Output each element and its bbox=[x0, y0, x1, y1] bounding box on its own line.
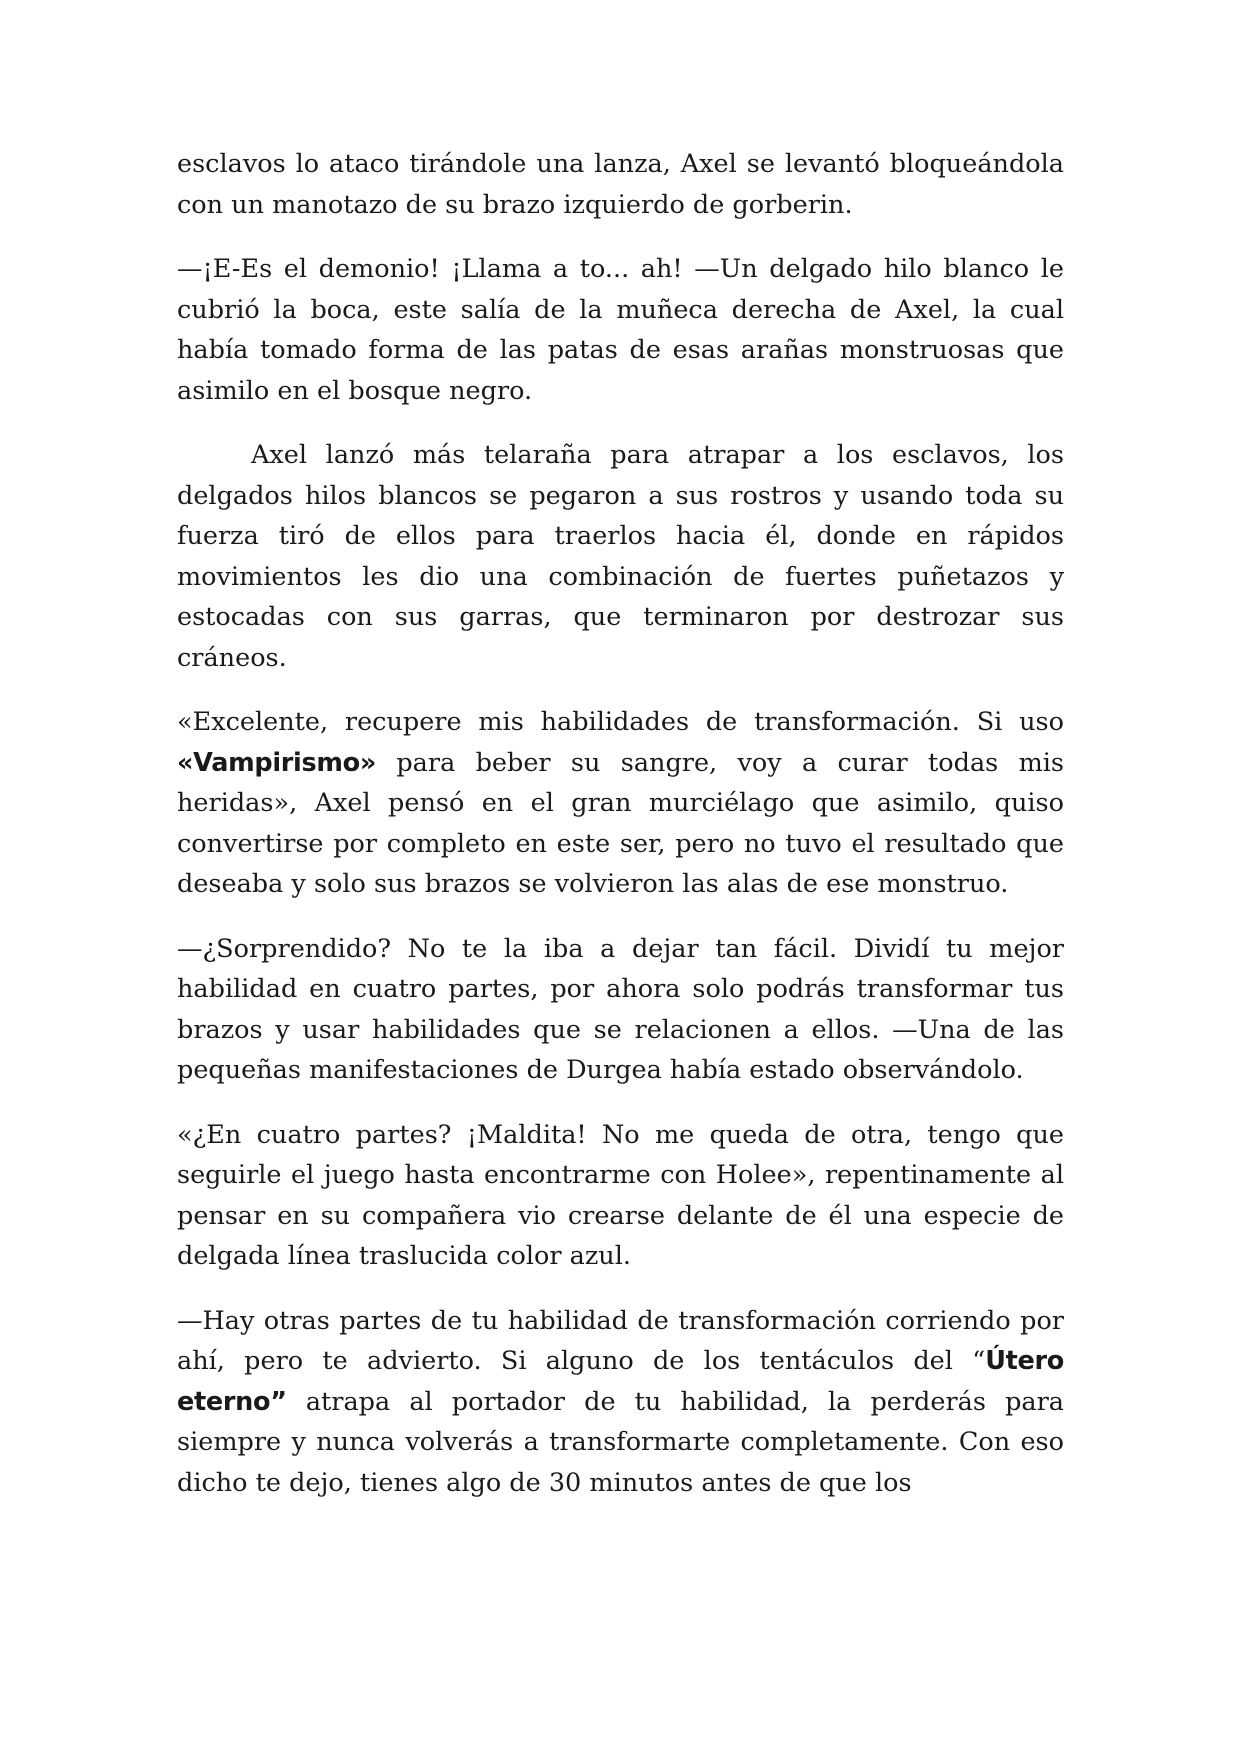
paragraph-1 bbox=[177, 144, 1064, 225]
paragraph-text: —¡E-Es el demonio! ¡Llama a to... ah! —Un delgado hilo blanco le cubrió la boca, este salía de la muñeca derecha de Axel, la cual había tomado forma de las patas de esas arañas monstruosas que asimilo en el bosque negro. bbox=[177, 254, 1064, 406]
paragraph-text: esclavos lo ataco tirándole una lanza, Axel se levantó bloqueándola con un manotazo de su brazo izquierdo de gorberin. bbox=[177, 149, 1064, 220]
paragraph-text: —Hay otras partes de tu habilidad de transformación corriendo por ahí, pero te advierto. Si alguno de los tentáculos del “ bbox=[177, 1305, 1064, 1376]
paragraph-6 bbox=[177, 1115, 1064, 1277]
paragraph-2 bbox=[177, 249, 1064, 411]
paragraph-5 bbox=[177, 929, 1064, 1091]
paragraph-text: —¿Sorprendido? No te la iba a dejar tan fácil. Dividí tu mejor habilidad en cuatro partes, por ahora solo podrás transformar tus brazos y usar habilidades que se relacionen a ellos. —Una de las pequeñas manifestaciones de Durgea había estado observándolo. bbox=[177, 933, 1064, 1085]
paragraph-text: para beber su sangre, voy a curar todas mis heridas», Axel pensó en el gran murciélago que asimilo, quiso convertirse por completo en este ser, pero no tuvo el resultado que deseaba y solo sus brazos se volvieron las alas de ese monstruo. bbox=[177, 747, 1064, 899]
paragraph-3 bbox=[177, 435, 1064, 678]
paragraph-text: «¿En cuatro partes? ¡Maldita! No me queda de otra, tengo que seguirle el juego hasta encontrarme con Holee», repentinamente al pensar en su compañera vio crearse delante de él una especie de delgada línea traslucida color azul. bbox=[177, 1119, 1064, 1271]
document-body bbox=[177, 144, 1064, 1527]
entity-name-utero-eterno: Útero eterno” bbox=[177, 1346, 1064, 1417]
paragraph-text: Axel lanzó más telaraña para atrapar a los esclavos, los delgados hilos blancos se pegaron a sus rostros y usando toda su fuerza tiró de ellos para traerlos hacia él, donde en rápidos movimientos les dio una combinación de fuertes puñetazos y estocadas con sus garras, que terminaron por destrozar sus cráneos. bbox=[177, 440, 1064, 673]
paragraph-7 bbox=[177, 1301, 1064, 1504]
paragraph-text: «Excelente, recupere mis habilidades de transformación. Si uso bbox=[177, 707, 1064, 737]
paragraph-4 bbox=[177, 702, 1064, 905]
skill-name-vampirismo: «Vampirismo» bbox=[177, 747, 377, 778]
paragraph-text: atrapa al portador de tu habilidad, la perderás para siempre y nunca volverás a transformarte completamente. Con eso dicho te dejo, tienes algo de 30 minutos antes de que los bbox=[177, 1386, 1064, 1498]
